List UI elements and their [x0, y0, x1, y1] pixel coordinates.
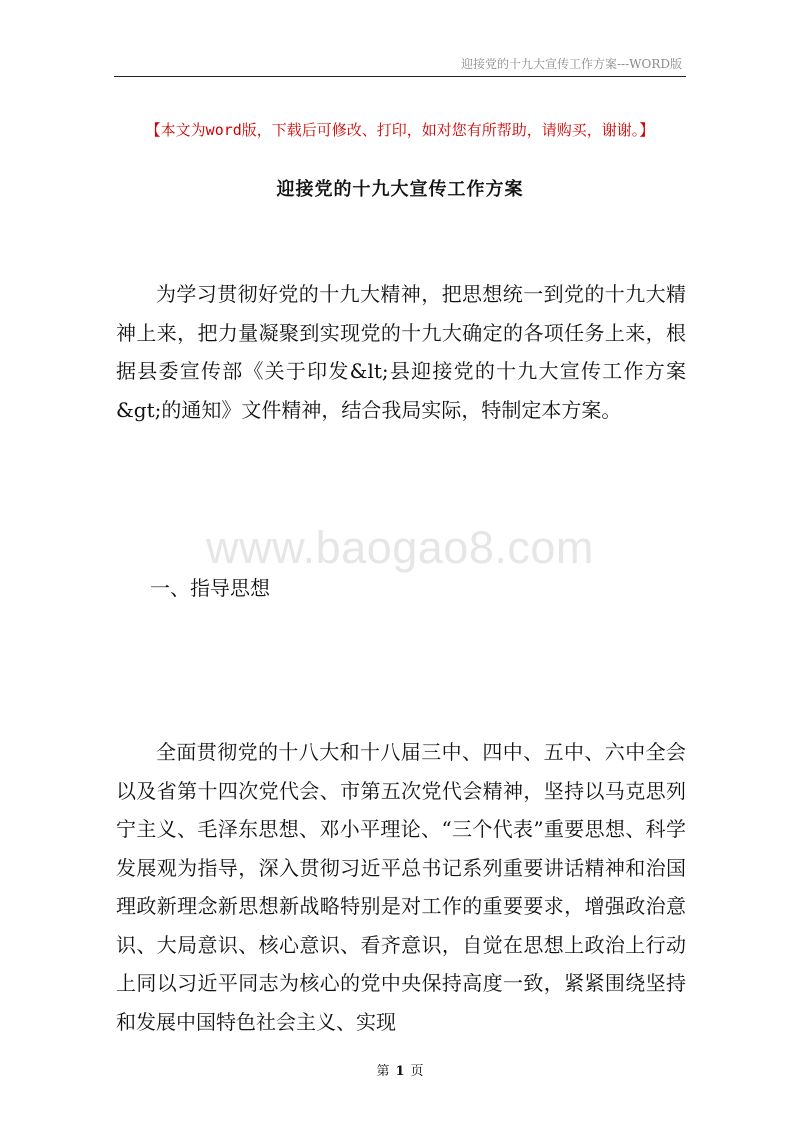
- page-header-title: 迎接党的十九大宣传工作方案---WORD版: [461, 57, 682, 71]
- watermark: www.baogao8.com: [206, 522, 594, 573]
- page-number: 1: [395, 1064, 405, 1079]
- header-divider: [114, 76, 686, 77]
- page-footer: [0, 1060, 800, 1079]
- word-version-notice: 【本文为word版，下载后可修改、打印，如对您有所帮助，请购买，谢谢。】: [145, 121, 655, 139]
- section-heading-guiding-ideology: 一、指导思想: [150, 576, 270, 600]
- intro-paragraph: 为学习贯彻好党的十九大精神，把思想统一到党的十九大精神上来，把力量凝聚到实现党的十九大确定的各项任务上来，根据县委宣传部《关于印发&lt;县迎接党的十九大宣传工作方案&gt;的通知》文件精神，结合我局实际，特制定本方案。: [116, 282, 686, 422]
- page-prefix: 第: [376, 1064, 390, 1079]
- guiding-ideology-paragraph: 全面贯彻党的十八大和十八届三中、四中、五中、六中全会以及省第十四次党代会、市第五次党代会精神，坚持以马克思列宁主义、毛泽东思想、邓小平理论、“三个代表”重要思想、科学发展观为指导，深入贯彻习近平总书记系列重要讲话精神和治国理政新理念新思想新战略特别是对工作的重要要求，增强政治意识、大局意识、核心意识、看齐意识，自觉在思想上政治上行动上同以习近平同志为核心的党中央保持高度一致，紧紧围绕坚持和发展中国特色社会主义、实现: [116, 740, 686, 1034]
- page-suffix: 页: [410, 1064, 424, 1079]
- document-title: 迎接党的十九大宣传工作方案: [276, 179, 524, 200]
